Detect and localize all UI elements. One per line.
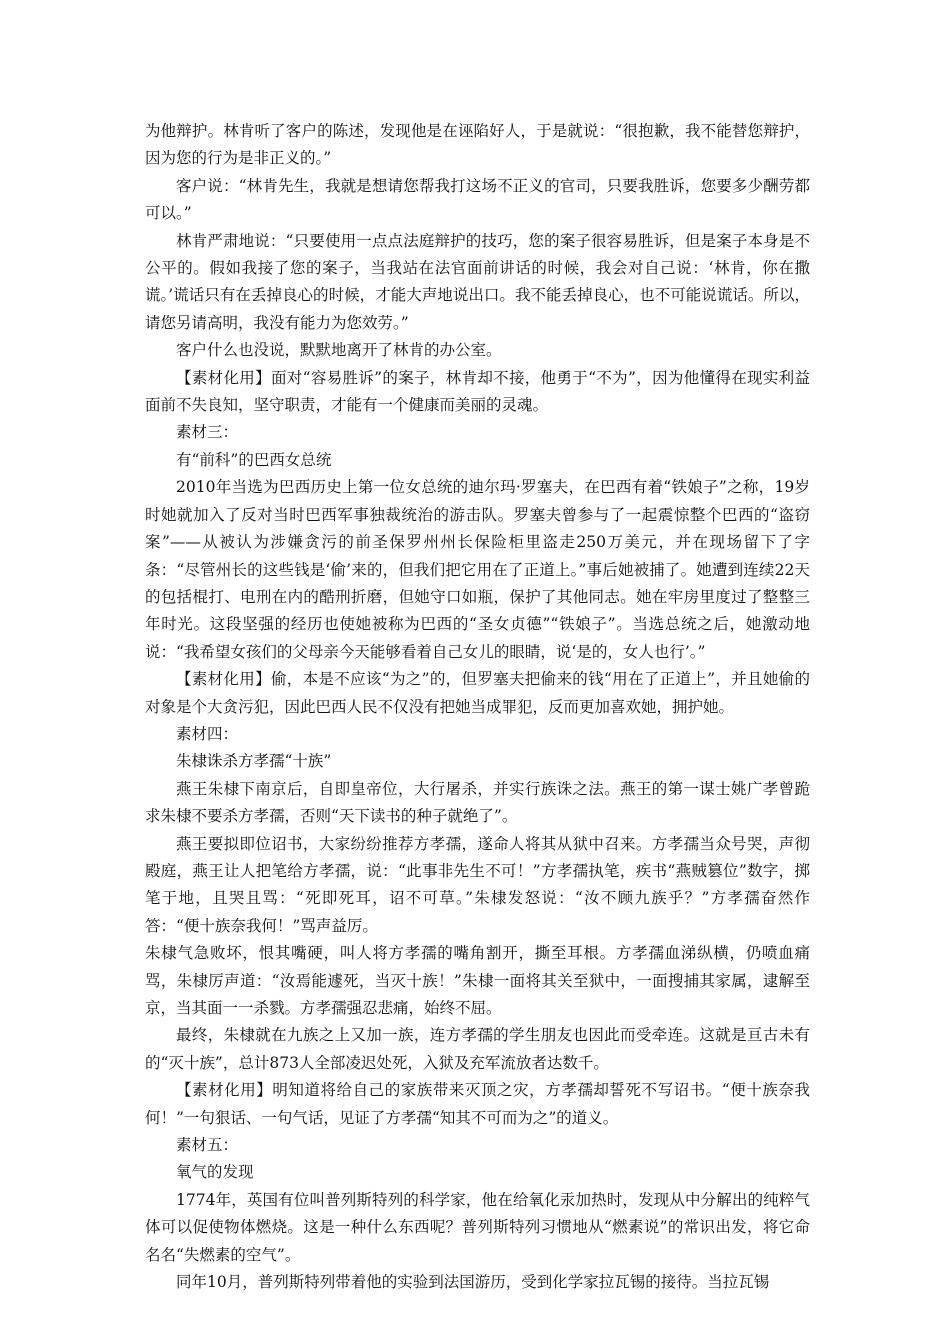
material-title: 氧气的发现 (176, 1163, 254, 1182)
material-title: 朱棣诛杀方孝孺“十族” (176, 752, 332, 771)
paragraph: 为他辩护。林肯听了客户的陈述，发现他是在诬陷好人，于是就说：“很抱歉，我不能替您辩护，因为您的行为是非正义的。” (145, 122, 810, 168)
material-heading: 素材四： (176, 724, 239, 743)
paragraph: 朱棣气急败坏，恨其嘴硬，叫人将方孝孺的嘴角割开，撕至耳根。方孝孺血涕纵横，仍喷血痛骂，朱棣厉声道：“汝焉能遽死，当灭十族！”朱棣一面将其关至狱中，一面搜捕其家属，逮解至京，当其面一一杀戮。方孝孺强忍悲痛，始终不屈。 (145, 944, 810, 1017)
material-usage-paragraph: 【素材化用】偷，本是不应该“为之”的，但罗塞夫把偷来的钱“用在了正道上”，并且她偷的对象是个大贪污犯，因此巴西人民不仅没有把她当成罪犯，反而更加喜欢她，拥护她。 (145, 670, 810, 716)
paragraph: 最终，朱棣就在九族之上又加一族，连方孝孺的学生朋友也因此而受牵连。这就是亘古未有的“灭十族”，总计873人全部凌迟处死，入狱及充军流放者达数千。 (145, 1026, 810, 1072)
material-heading: 素材三： (176, 423, 239, 442)
paragraph: 燕王朱棣下南京后，自即皇帝位，大行屠杀，并实行族诛之法。燕王的第一谋士姚广孝曾跪求朱棣不要杀方孝孺，否则“天下读书的种子就绝了”。 (145, 779, 810, 826)
paragraph: 1774年，英国有位叫普列斯特列的科学家，他在给氧化汞加热时，发现从中分解出的纯粹气体可以促使物体燃烧。这是一种什么东西呢？普列斯特列习惯地从“燃素说”的常识出发，将它命名名“失燃素的空气”。 (145, 1190, 810, 1264)
paragraph: 2010年当选为巴西历史上第一位女总统的迪尔玛·罗塞夫，在巴西有着“铁娘子”之称，19岁时她就加入了反对当时巴西军事独裁统治的游击队。罗塞夫曾参与了一起震惊整个巴西的“盗窃案”——从被认为涉嫌贪污的前圣保罗州州长保险柜里盗走250万美元，并在现场留下了字条：“尽管州长的这些钱是‘偷’来的，但我们把它用在了正道上。”事后她被捕了。她遭到连续22天的包括棍打、电刑在内的酷刑折磨，但她守口如瓶，保护了其他同志。她在牢房里度过了整整三年时光。这段坚强的经历也使她被称为巴西的“圣女贞德”“铁娘子”。当选总统之后，她激动地说：“我希望女孩们的父母亲今天能够看着自己女儿的眼睛，说‘是的，女人也行’。” (145, 478, 810, 661)
material-heading: 素材五： (176, 1136, 239, 1155)
paragraph: 同年10月，普列斯特列带着他的实验到法国游历，受到化学家拉瓦锡的接待。当拉瓦锡 (176, 1273, 770, 1292)
paragraph: 燕王要拟即位诏书，大家纷纷推荐方孝孺，遂命人将其从狱中召来。方孝孺当众号哭，声彻殿庭，燕王让人把笔给方孝孺，说：“此事非先生不可！”方孝孺执笔，疾书“燕贼篡位”数字，掷笔于地，且哭且骂：“死即死耳，诏不可草。”朱棣发怒说：“汝不顾九族乎？”方孝孺奋然作答：“便十族奈我何！”骂声益厉。 (145, 834, 810, 935)
paragraph: 林肯严肃地说：“只要使用一点点法庭辩护的技巧，您的案子很容易胜诉，但是案子本身是不公平的。假如我接了您的案子，当我站在法官面前讲话的时候，我会对自己说：‘林肯，你在撒谎。’谎话只有在丢掉良心的时候，才能大声地说出口。我不能丢掉良心，也不可能说谎话。所以，请您另请高明，我没有能力为您效劳。” (145, 231, 810, 332)
material-usage-paragraph: 【素材化用】面对“容易胜诉”的案子，林肯却不接，他勇于“不为”，因为他懂得在现实利益面前不失良知，坚守职责，才能有一个健康而美丽的灵魂。 (145, 368, 810, 415)
paragraph: 客户说：“林肯先生，我就是想请您帮我打这场不正义的官司，只要我胜诉，您要多少酬劳都可以。” (145, 176, 810, 223)
material-usage-paragraph: 【素材化用】明知道将给自己的家族带来灭顶之灾，方孝孺却誓死不写诏书。“便十族奈我何！”一句狠话、一句气话，见证了方孝孺“知其不可而为之”的道义。 (145, 1081, 810, 1127)
material-title: 有“前科”的巴西女总统 (176, 450, 332, 469)
document-body (145, 118, 810, 1296)
paragraph: 客户什么也没说，默默地离开了林肯的办公室。 (176, 341, 502, 360)
